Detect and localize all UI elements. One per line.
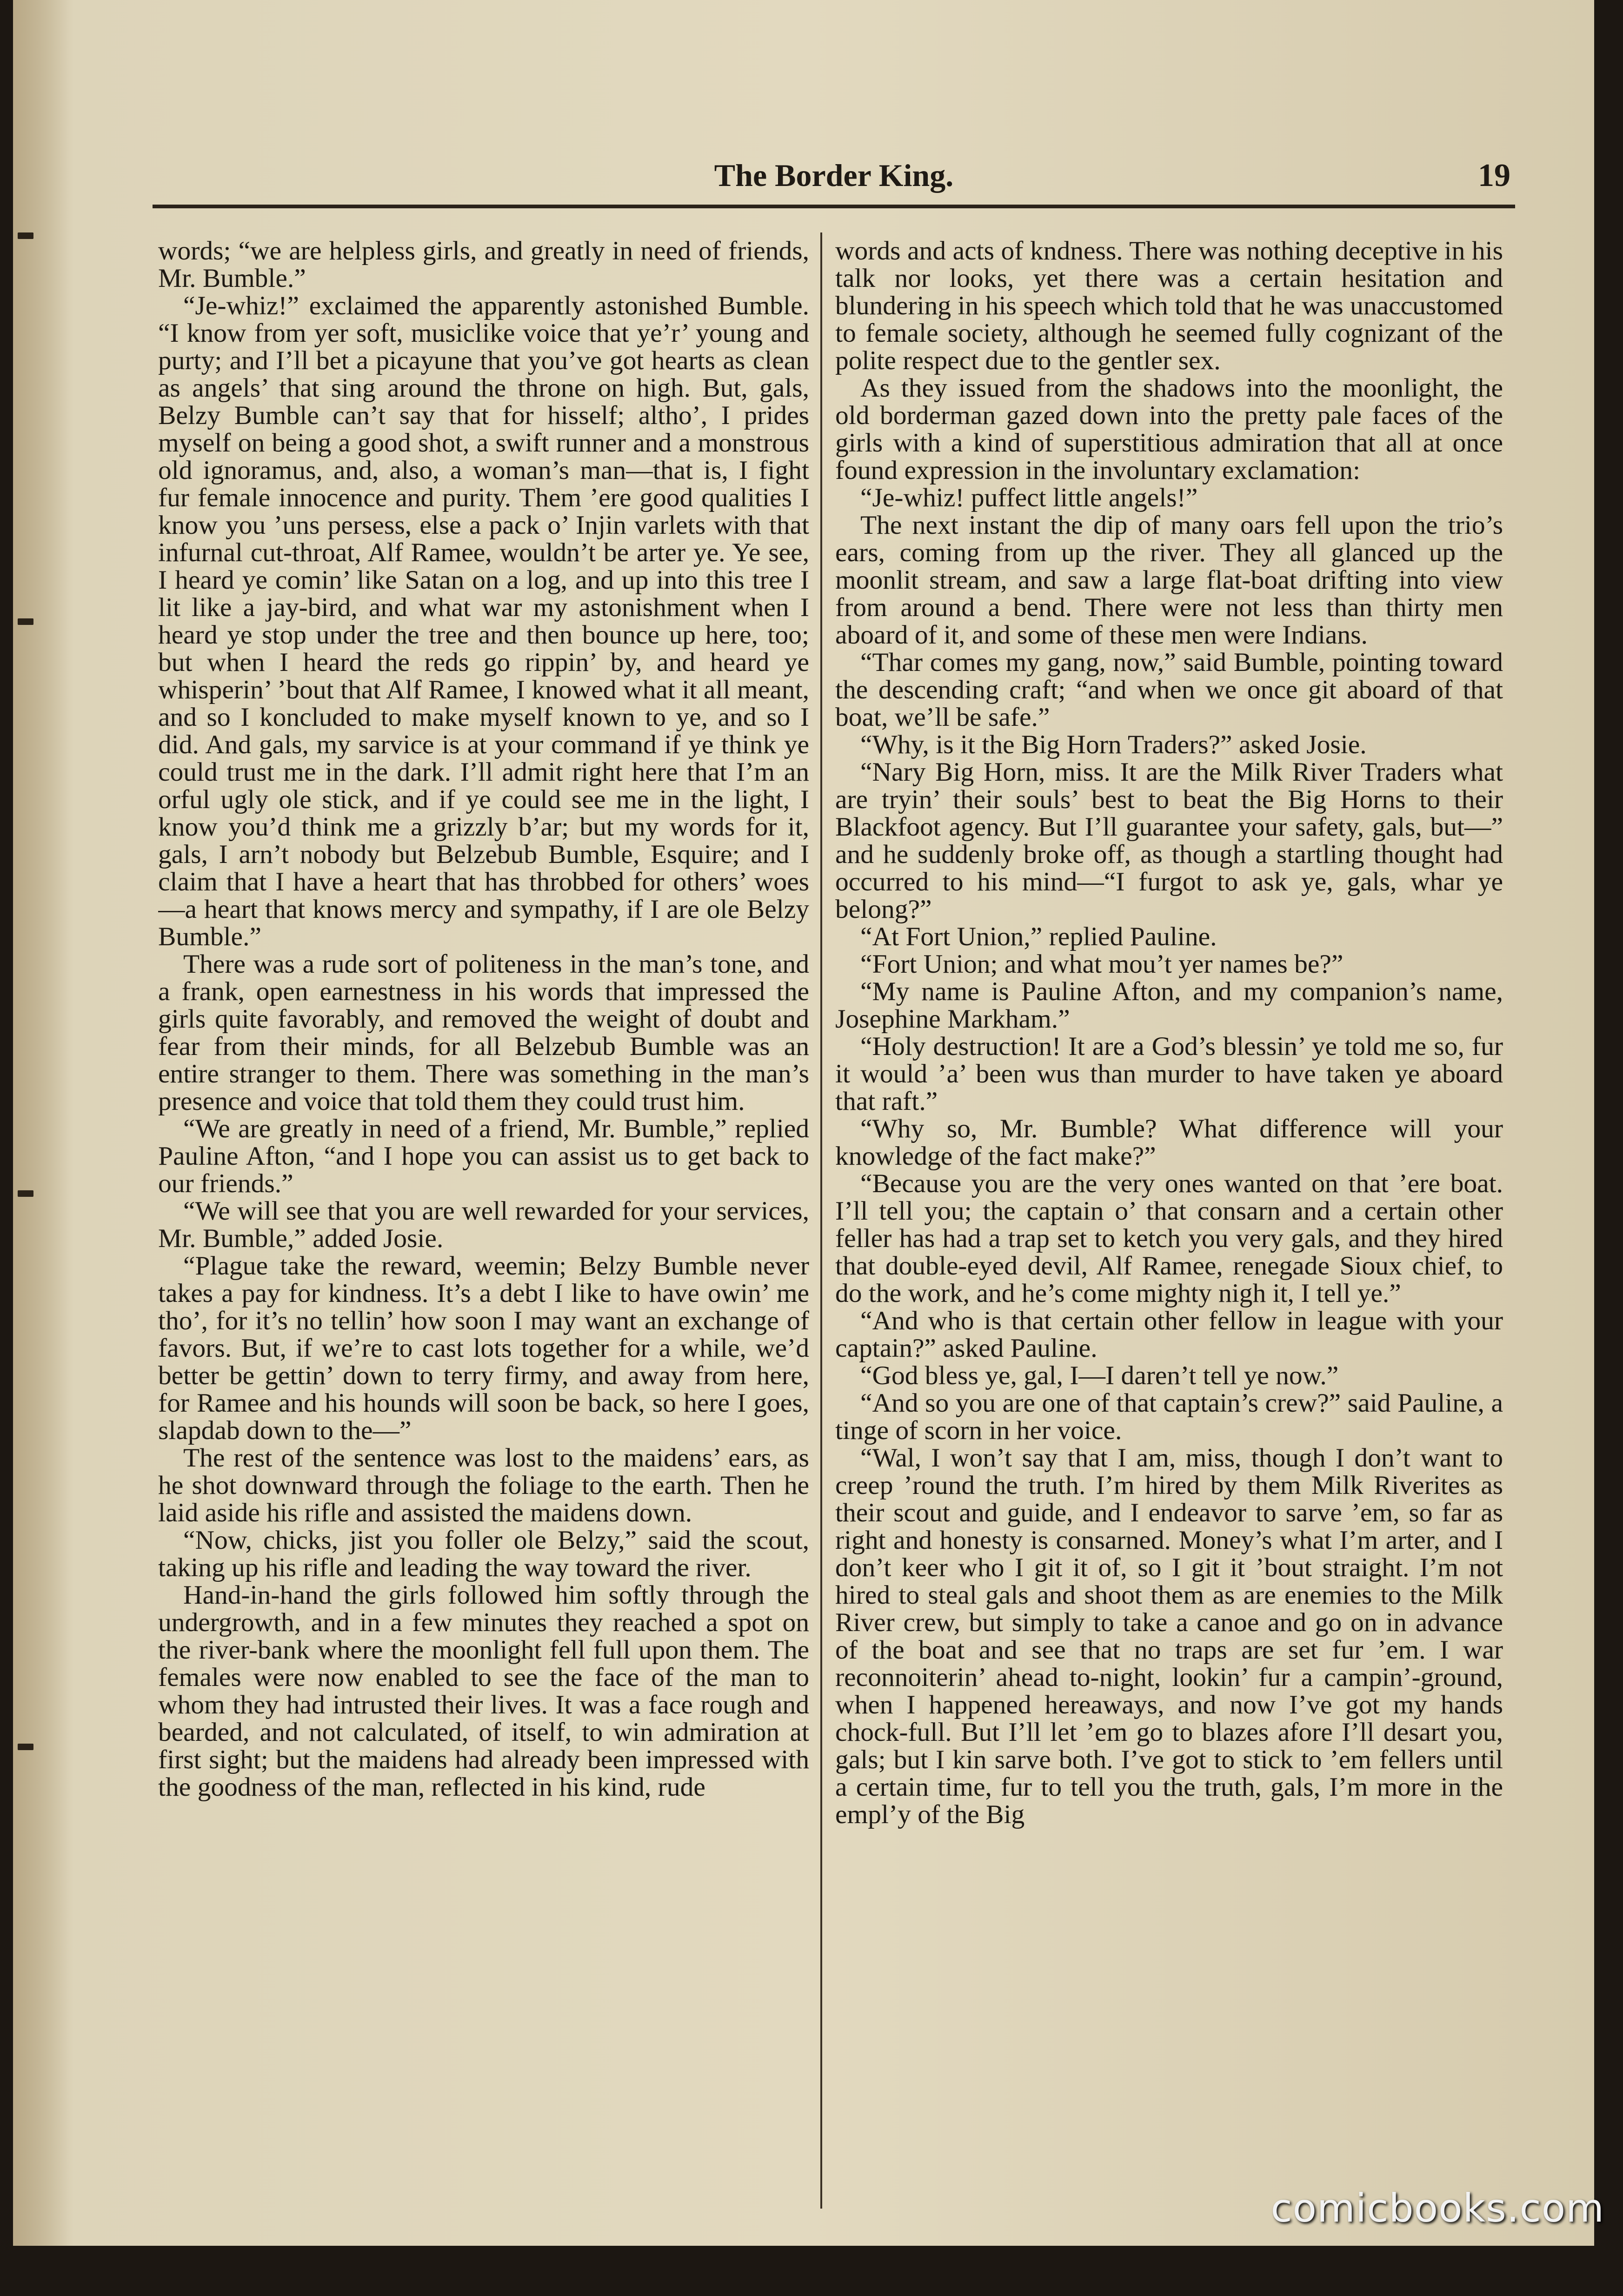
- paragraph: “Nary Big Horn, miss. It are the Milk River Traders what are tryin’ their souls’ best to beat the Big Horns to their Blackfoot agency. But I’ll guarantee your safety, gals, but—” and he suddenly broke off, as though a startling thought had occurred to his mind—“I furgot to ask ye, gals, whar ye belong?”: [835, 757, 1503, 924]
- paragraph: “And so you are one of that captain’s crew?” said Pauline, a tinge of scorn in her voice.: [835, 1388, 1503, 1445]
- paragraph: “God bless ye, gal, I—I daren’t tell ye now.”: [860, 1361, 1339, 1390]
- paragraph: words; “we are helpless girls, and greatly in need of friends, Mr. Bumble.”: [158, 237, 809, 293]
- paragraph: “At Fort Union,” replied Pauline.: [860, 922, 1217, 951]
- paragraph: “Plague take the reward, weemin; Belzy Bumble never takes a pay for kindness. It’s a debt I like to have owin’ me tho’, for it’s no tellin’ how soon I may want an exchange of favors. But, if we’re to cast lots together for a while, we’d better be gettin’ down to terry firmy, and away from here, for Ramee and his hounds will soon be back, so here I goes, slapdab down to the—”: [158, 1251, 809, 1445]
- text-column-left: [158, 237, 809, 2199]
- paragraph: “Holy destruction! It are a God’s blessin’ ye told me so, fur it would ’a’ been wus than murder to have taken ye aboard that raft.”: [835, 1032, 1503, 1116]
- paragraph: Hand-in-hand the girls followed him softly through the undergrowth, and in a few minutes they reached a spot on the river-bank where the moonlight fell full upon them. The females were now enabled to see the face of the man to whom they had intrusted their lives. It was a face rough and bearded, and not calculated, of itself, to win admiration at first sight; but the maidens had already been impressed with the goodness of the man, reflected in his kind, rude: [158, 1580, 809, 1802]
- paragraph: “Je-whiz! puffect little angels!”: [860, 483, 1198, 512]
- paragraph: “My name is Pauline Afton, and my companion’s name, Josephine Markham.”: [835, 977, 1503, 1034]
- watermark: comicbooks.com: [1270, 2185, 1604, 2231]
- paragraph: “Because you are the very ones wanted on that ’ere boat. I’ll tell you; the captain o’ that consarn and a certain other feller has had a trap set to ketch you very gals, and they hired that double-eyed devil, Alf Ramee, renegade Sioux chief, to do the work, and he’s come mighty nigh it, I tell ye.”: [835, 1169, 1503, 1308]
- page-edge-stain: [13, 0, 73, 2246]
- text-column-right: [835, 237, 1503, 2199]
- running-header: [153, 153, 1515, 208]
- paragraph: “Wal, I won’t say that I am, miss, though I don’t want to creep ’round the truth. I’m hired by them Milk Riverites as their scout and guide, and I endeavor to sarve ’em, so far as right and honesty is consarned. Money’s what I’m arter, and I don’t keer who I git it of, so I git it ’bout straight. I’m not hired to steal gals and shoot them as are enemies to the Milk River crew, but simply to take a canoe and go on in advance of the boat and see that no traps are set fur ’em. I war reconnoiterin’ ahead to-night, lookin’ fur a campin’-ground, when I happened hereaways, and now I’ve got my hands chock-full. But I’ll let ’em go to blazes afore I’ll desart you, gals; but I kin sarve both. I’ve got to stick to ’em fellers until a certain time, fur to tell you the truth, gals, I’m more in the empl’y of the Big: [835, 1443, 1503, 1829]
- binding-mark: [18, 1190, 33, 1197]
- paragraph: There was a rude sort of politeness in the man’s tone, and a frank, open earnestness in his words that impressed the girls quite favorably, and removed the weight of doubt and fear from their minds, for all Belzebub Bumble was an entire stranger to them. There was something in the man’s presence and voice that told them they could trust him.: [158, 949, 809, 1116]
- paragraph: “Now, chicks, jist you foller ole Belzy,” said the scout, taking up his rifle and leading the way toward the river.: [158, 1526, 809, 1582]
- paragraph: words and acts of kndness. There was nothing deceptive in his talk nor looks, yet there was a certain hesitation and blundering in his speech which told that he was unaccustomed to female society, although he seemed fully cognizant of the polite respect due to the gentler sex.: [835, 237, 1503, 375]
- column-divider: [820, 232, 822, 2209]
- paragraph: “Fort Union; and what mou’t yer names be?”: [860, 949, 1344, 979]
- paragraph: “Why, is it the Big Horn Traders?” asked Josie.: [860, 730, 1367, 759]
- paragraph: “And who is that certain other fellow in league with your captain?” asked Pauline.: [835, 1306, 1503, 1363]
- running-title: The Border King.: [714, 158, 954, 193]
- binding-mark: [18, 1744, 33, 1750]
- binding-mark: [18, 232, 33, 239]
- binding-mark: [18, 618, 33, 625]
- paragraph: As they issued from the shadows into the moonlight, the old borderman gazed down into the pretty pale faces of the girls with a kind of superstitious admiration that all at once found expression in the involuntary exclamation:: [835, 373, 1503, 485]
- paragraph: The rest of the sentence was lost to the maidens’ ears, as he shot downward through the foliage to the earth. Then he laid aside his rifle and assisted the maidens down.: [158, 1443, 809, 1527]
- page-number: 19: [1478, 158, 1510, 193]
- paragraph: “Thar comes my gang, now,” said Bumble, pointing toward the descending craft; “and when we once git aboard of that boat, we’ll be safe.”: [835, 648, 1503, 732]
- paragraph: “Why so, Mr. Bumble? What difference will your knowledge of the fact make?”: [835, 1114, 1503, 1171]
- magazine-page: [13, 0, 1594, 2246]
- paragraph: “We are greatly in need of a friend, Mr. Bumble,” replied Pauline Afton, “and I hope you can assist us to get back to our friends.”: [158, 1114, 809, 1198]
- paragraph: “We will see that you are well rewarded for your services, Mr. Bumble,” added Josie.: [158, 1196, 809, 1253]
- paragraph: “Je-whiz!” exclaimed the apparently astonished Bumble. “I know from yer soft, musiclike voice that ye’r’ young and purty; and I’ll bet a picayune that you’ve got hearts as clean as angels’ that sing around the throne on high. But, gals, Belzy Bumble can’t say that for hisself; altho’, I prides myself on being a good shot, a swift runner and a monstrous old ignoramus, and, also, a woman’s man—that is, I fight fur female innocence and purity. Them ’ere good qualities I know you ’uns persess, else a pack o’ Injin varlets with that infurnal cut-throat, Alf Ramee, wouldn’t be arter ye. Ye see, I heard ye comin’ like Satan on a log, and up into this tree I lit like a jay-bird, and what war my astonishment when I heard ye stop under the tree and then bounce up here, too; but when I heard the reds go rippin’ by, and heard ye whisperin’ ’bout that Alf Ramee, I knowed what it all meant, and so I koncluded to make myself known to ye, and so I did. And gals, my sarvice is at your command if ye think ye could trust me in the dark. I’ll admit right here that I’m an orful ugly ole stick, and if ye could see me in the light, I know you’d think me a grizzly b’ar; but my words for it, gals, I arn’t nobody but Belzebub Bumble, Esquire; and I claim that I have a heart that has throbbed for others’ woes—a heart that knows mercy and sympathy, if I are ole Belzy Bumble.”: [158, 291, 809, 951]
- paragraph: The next instant the dip of many oars fell upon the trio’s ears, coming from up the river. They all glanced up the moonlit stream, and saw a large flat-boat drifting into view from around a bend. There were not less than thirty men aboard of it, and some of these men were Indians.: [835, 511, 1503, 650]
